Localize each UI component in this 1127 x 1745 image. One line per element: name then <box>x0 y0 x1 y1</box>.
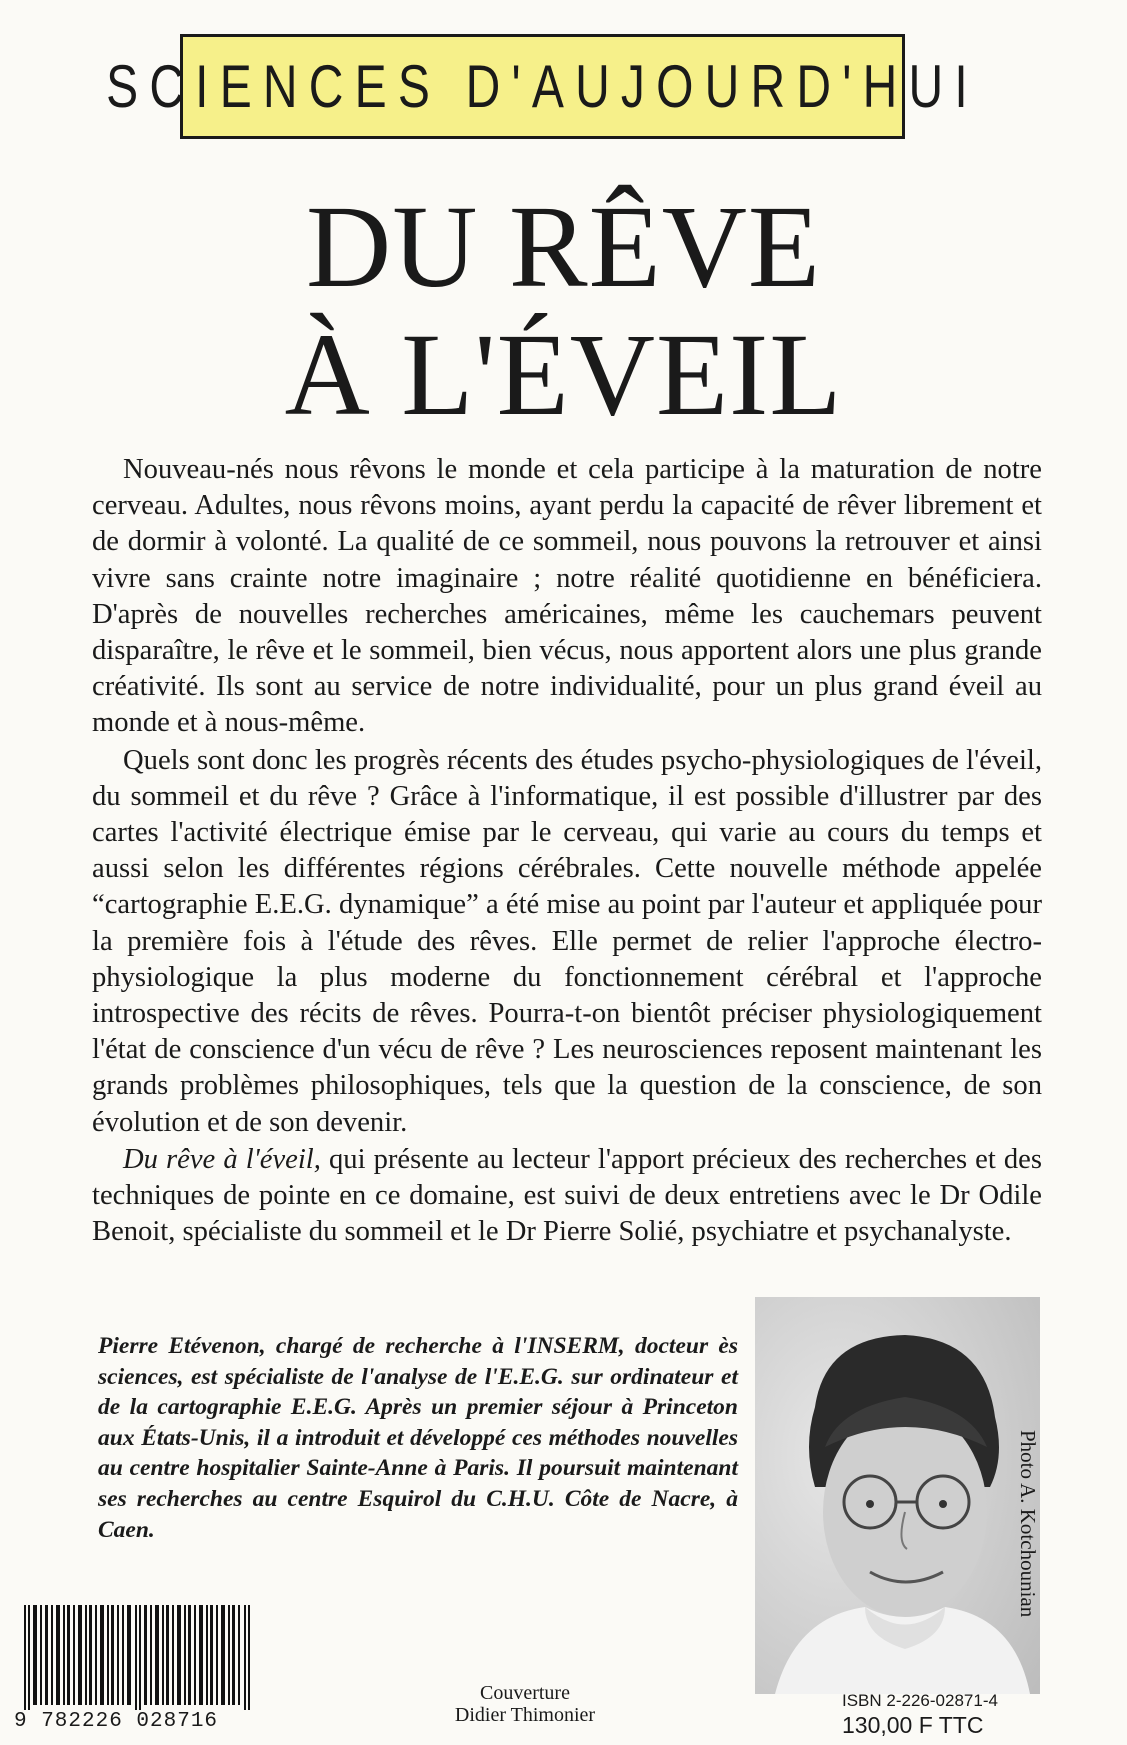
blurb-paragraph-2: Quels sont donc les progrès récents des études psycho-physiologiques de l'éveil, du sommeil et du rêve ? Grâce à l'informatique, il est possible d'illustrer par des cartes l'activité électrique émise par le cerveau, qui varie au cours du temps et aussi selon les différentes régions cérébrales. Cette nouvelle méthode appelée “cartographie E.E.G. dynamique” a été mise au point par l'auteur et appliquée pour la première fois à l'étude des rêves. Elle permet de relier l'approche électro-physiologique la plus moderne du fonctionnement cérébral et l'approche introspective des récits de rêves. Pourra-t-on bientôt préciser physiologiquement l'état de conscience d'un vécu de rêve ? Les neurosciences reposent maintenant les grands problèmes philosophiques, tels que la question de la conscience, de son évolution et de son devenir. <box>92 744 1042 1138</box>
book-title-line1: DU RÊVE <box>305 181 821 312</box>
book-title-reference: Du rêve à l'éveil, <box>123 1143 321 1175</box>
barcode-number: 9 782226 028716 <box>14 1710 264 1733</box>
blurb-paragraph-1: Nouveau-nés nous rêvons le monde et cela participe à la maturation de notre cerveau. Adultes, nous rêvons moins, ayant perdu la capacité de rêver librement et de dormir à volonté. La qualité de ce sommeil, nous pouvons la retrouver et ainsi vivre sans crainte notre imaginaire ; notre réalité quotidienne en bénéficiera. D'après de nouvelles recherches américaines, même les cauchemars peuvent disparaître, le rêve et le sommeil, bien vécus, nous apportent alors une plus grande créativité. Ils sont au service de notre individualité, pour un plus grand éveil au monde et à nous-même. <box>92 454 1042 739</box>
book-title-line2: À L'ÉVEIL <box>284 309 843 440</box>
price: 130,00 F TTC <box>842 1712 984 1738</box>
series-label: SCIENCES D'AUJOURD'HUI <box>106 53 979 120</box>
series-banner <box>106 34 979 139</box>
back-cover-blurb <box>92 452 1042 1251</box>
isbn: ISBN 2-226-02871-4 <box>842 1691 998 1710</box>
cover-credit <box>395 1682 655 1726</box>
cover-designer: Didier Thimonier <box>454 1704 596 1726</box>
blurb-paragraph-3-text: qui présente au lecteur l'apport précieux des recherches et des techniques de pointe en ce domaine, est suivi de deux entretiens avec le Dr Odile Benoit, spécialiste du sommeil et le Dr Pierre Solié, psychiatre et psychanalyste. <box>92 1143 1043 1248</box>
author-portrait-image <box>755 1297 1040 1694</box>
blurb-paragraph-3 <box>92 1142 1042 1251</box>
author-bio: Pierre Etévenon, chargé de recherche à l'INSERM, docteur ès sciences, est spécialiste de l'analyse de l'E.E.G. sur ordinateur et de la cartographie E.E.G. Après un premier séjour à Princeton aux États-Unis, il a introduit et développé ces méthodes nouvelles au centre hospitalier Sainte-Anne à Paris. Il poursuit maintenant ses recherches au centre Esquirol du C.H.U. Côte de Nacre, à Caen. <box>98 1333 738 1543</box>
author-photo <box>755 1297 1040 1694</box>
photo-credit: Photo A. Kotchounian <box>1016 1430 1040 1618</box>
cover-credit-label: Couverture <box>480 1682 570 1704</box>
